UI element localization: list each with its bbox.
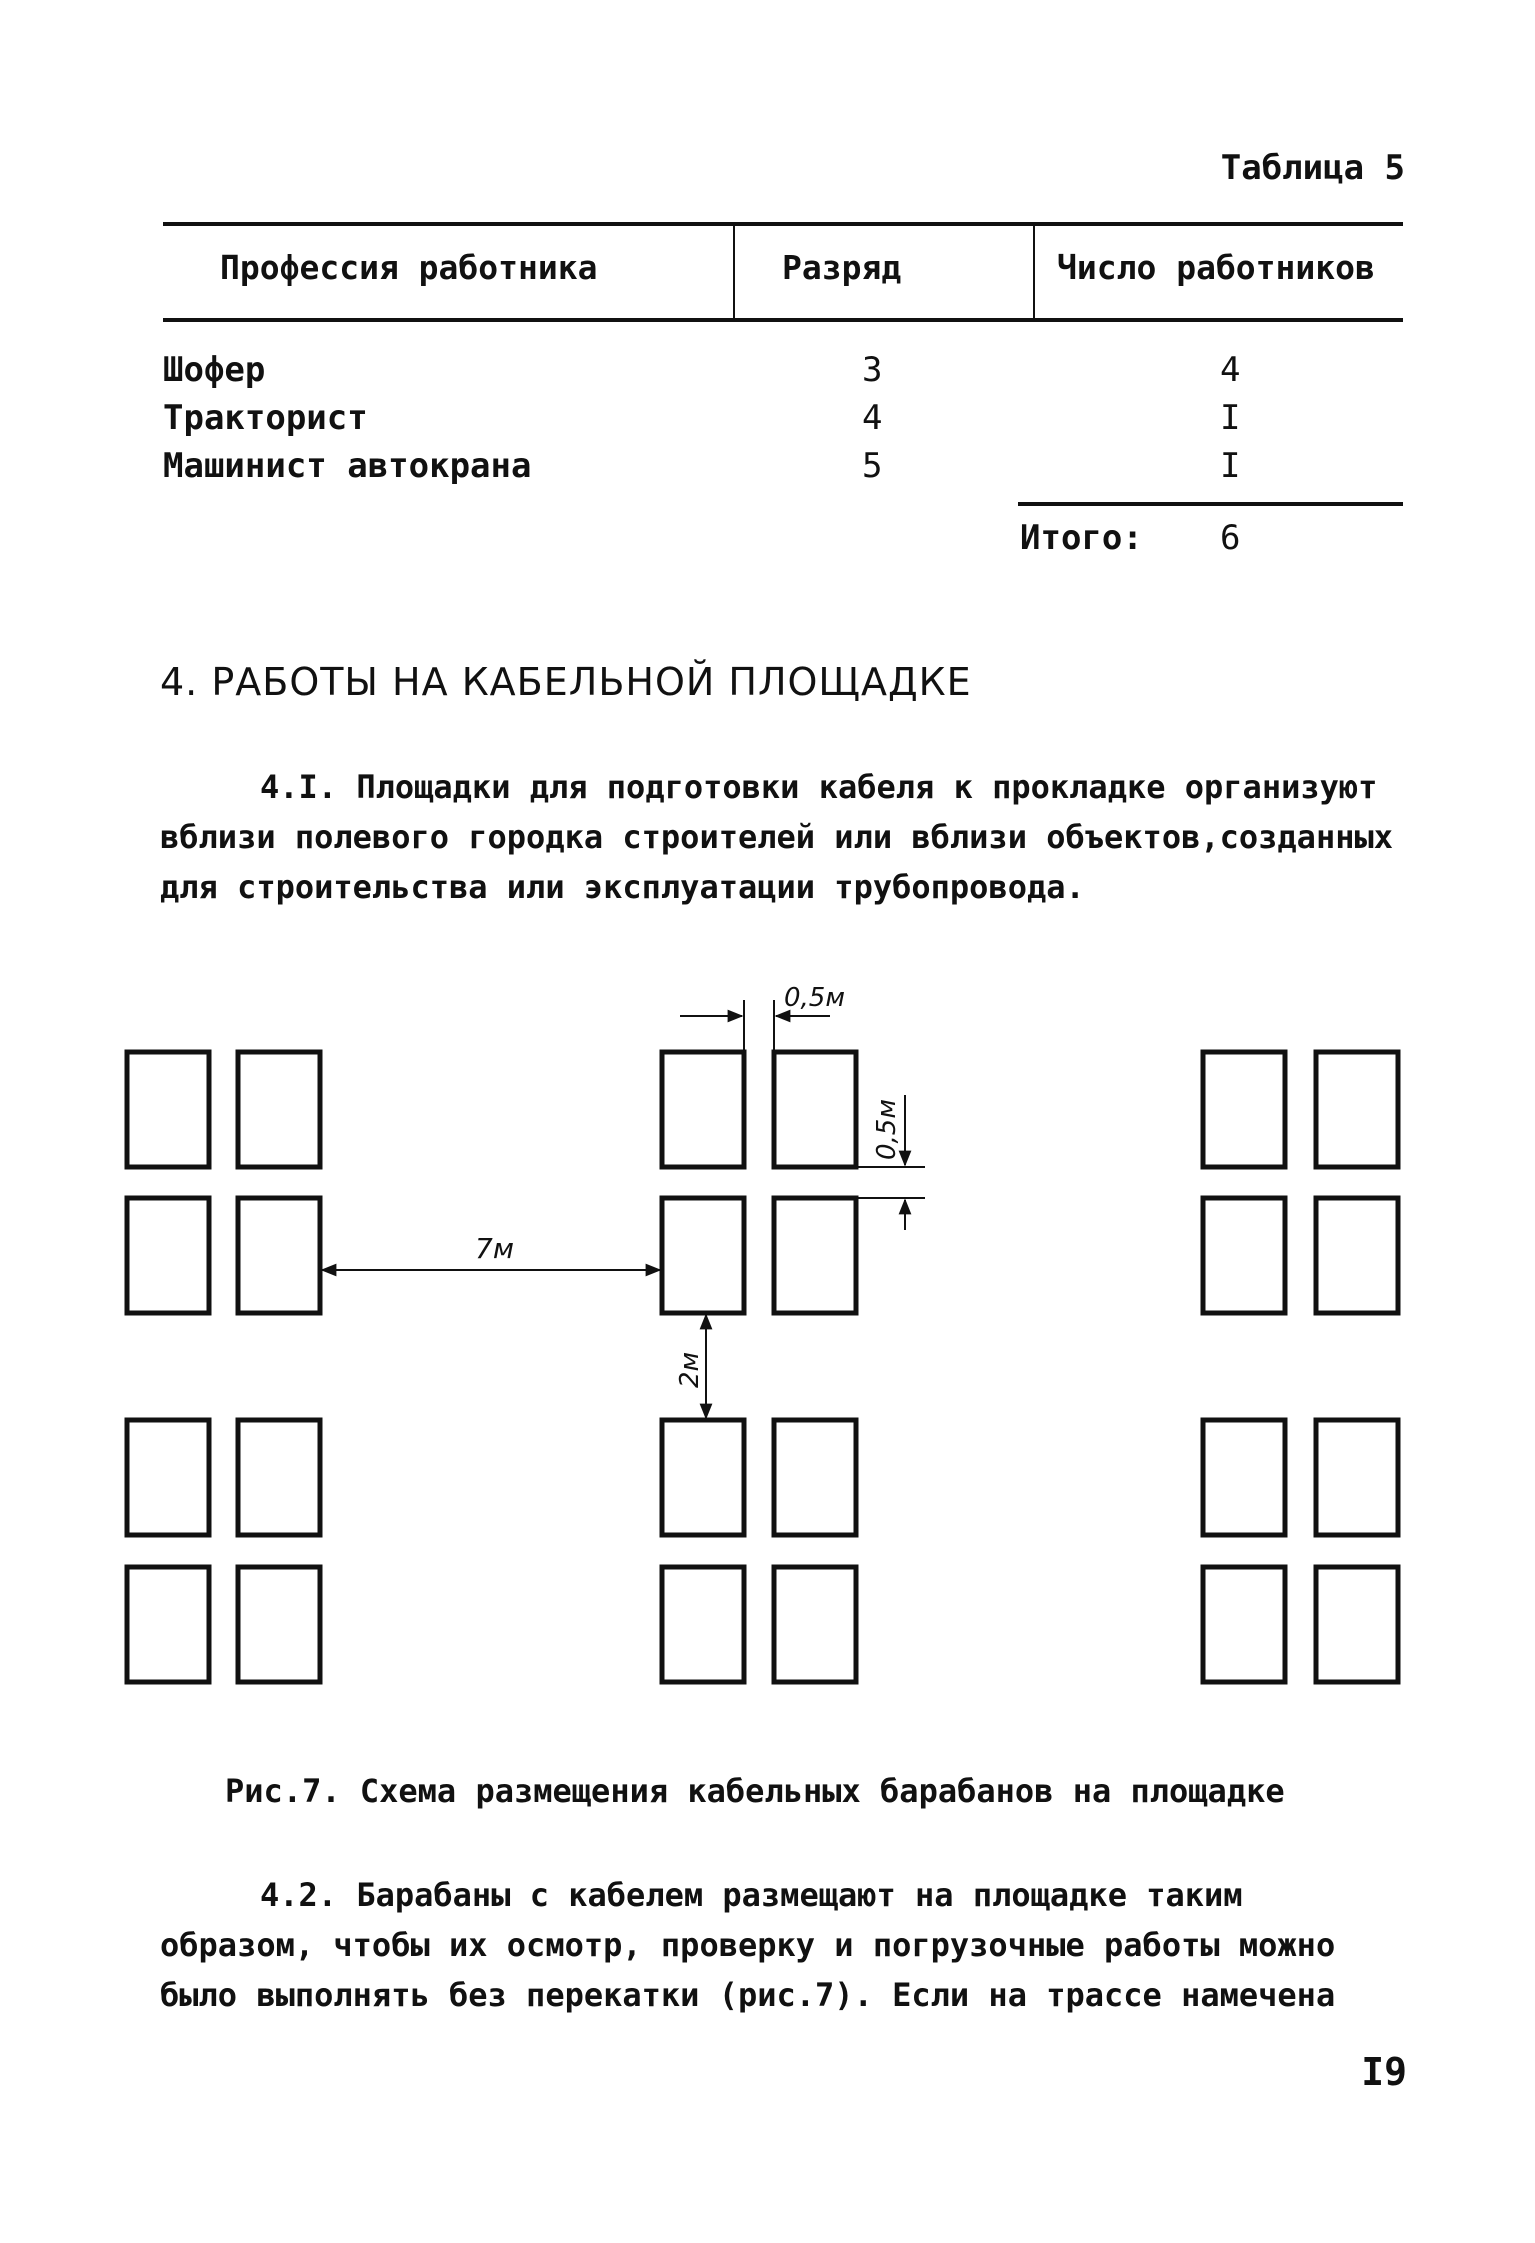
cable-drum xyxy=(1203,1198,1285,1313)
cable-drum xyxy=(127,1052,209,1167)
cable-drum xyxy=(127,1420,209,1535)
table-col-divider-1 xyxy=(733,226,735,318)
drum-group-left-bottom xyxy=(127,1420,320,1682)
cable-drum xyxy=(774,1198,856,1313)
figure-caption: Рис.7. Схема размещения кабельных барабанов на площадке xyxy=(225,1772,1285,1810)
page-number: I9 xyxy=(1361,2050,1407,2094)
table-total-rule xyxy=(1018,502,1403,506)
dim-group-spacing-label: 7м xyxy=(475,1232,514,1265)
cable-drum xyxy=(662,1052,744,1167)
cable-drum xyxy=(1316,1567,1398,1682)
cable-drum xyxy=(1203,1420,1285,1535)
drum-group-center-bottom xyxy=(662,1420,856,1682)
cable-drum xyxy=(1203,1567,1285,1682)
paragraph-4-1: 4.I. Площадки для подготовки кабеля к прокладке организуют вблизи полевого городка строителей или вблизи объектов,созданных для строительства или эксплуатации трубопровода. xyxy=(160,768,1393,906)
table-total-label: Итого: xyxy=(1020,518,1143,558)
table-row-profession: Шофер xyxy=(163,350,266,390)
cable-drum xyxy=(774,1567,856,1682)
cable-drum xyxy=(662,1198,744,1313)
cable-drum xyxy=(238,1420,320,1535)
cable-drum xyxy=(127,1198,209,1313)
drum-group-left-top xyxy=(127,1052,320,1313)
drum-group-right-top xyxy=(1203,1052,1398,1313)
dim-row-spacing-label: 2м xyxy=(675,1351,705,1388)
cable-drum xyxy=(238,1198,320,1313)
table-row-count: I xyxy=(1220,398,1241,438)
cable-drum xyxy=(127,1567,209,1682)
table-header-profession: Профессия работника xyxy=(220,248,598,287)
table-row-grade: 4 xyxy=(862,398,883,438)
table-total-value: 6 xyxy=(1220,518,1241,558)
cable-drum xyxy=(662,1567,744,1682)
drum-group-right-bottom xyxy=(1203,1420,1398,1682)
table-row-grade: 5 xyxy=(862,446,883,486)
drum-layout-diagram xyxy=(0,960,1535,1720)
cable-drum xyxy=(1203,1052,1285,1167)
table-header-rule xyxy=(163,318,1403,322)
table-row-count: I xyxy=(1220,446,1241,486)
cable-drum xyxy=(774,1420,856,1535)
table-row-profession: Машинист автокрана xyxy=(163,446,532,486)
paragraph-4-2: 4.2. Барабаны с кабелем размещают на площадке таким образом, чтобы их осмотр, проверку и погрузочные работы можно было выполнять без перекатки (рис.7). Если на трассе намечена xyxy=(160,1876,1336,2014)
section-heading: 4. РАБОТЫ НА КАБЕЛЬНОЙ ПЛОЩАДКЕ xyxy=(160,660,972,704)
dim-gap-vertical-label: 0,5м xyxy=(872,1099,902,1160)
cable-drum xyxy=(1316,1198,1398,1313)
cable-drum xyxy=(774,1052,856,1167)
table-row-count: 4 xyxy=(1220,350,1241,390)
cable-drum xyxy=(238,1567,320,1682)
cable-drum xyxy=(1316,1052,1398,1167)
dim-gap-horizontal-label: 0,5м xyxy=(784,983,845,1013)
table-caption: Таблица 5 xyxy=(1220,148,1405,188)
table-col-divider-2 xyxy=(1033,226,1035,318)
table-row-grade: 3 xyxy=(862,350,883,390)
table-header-count: Число работников xyxy=(1057,248,1375,287)
cable-drum xyxy=(1316,1420,1398,1535)
table-header-grade: Разряд xyxy=(782,248,902,287)
table-top-rule xyxy=(163,222,1403,226)
cable-drum xyxy=(238,1052,320,1167)
drum-group-center-top xyxy=(662,1052,856,1313)
table-row-profession: Тракторист xyxy=(163,398,368,438)
cable-drum xyxy=(662,1420,744,1535)
